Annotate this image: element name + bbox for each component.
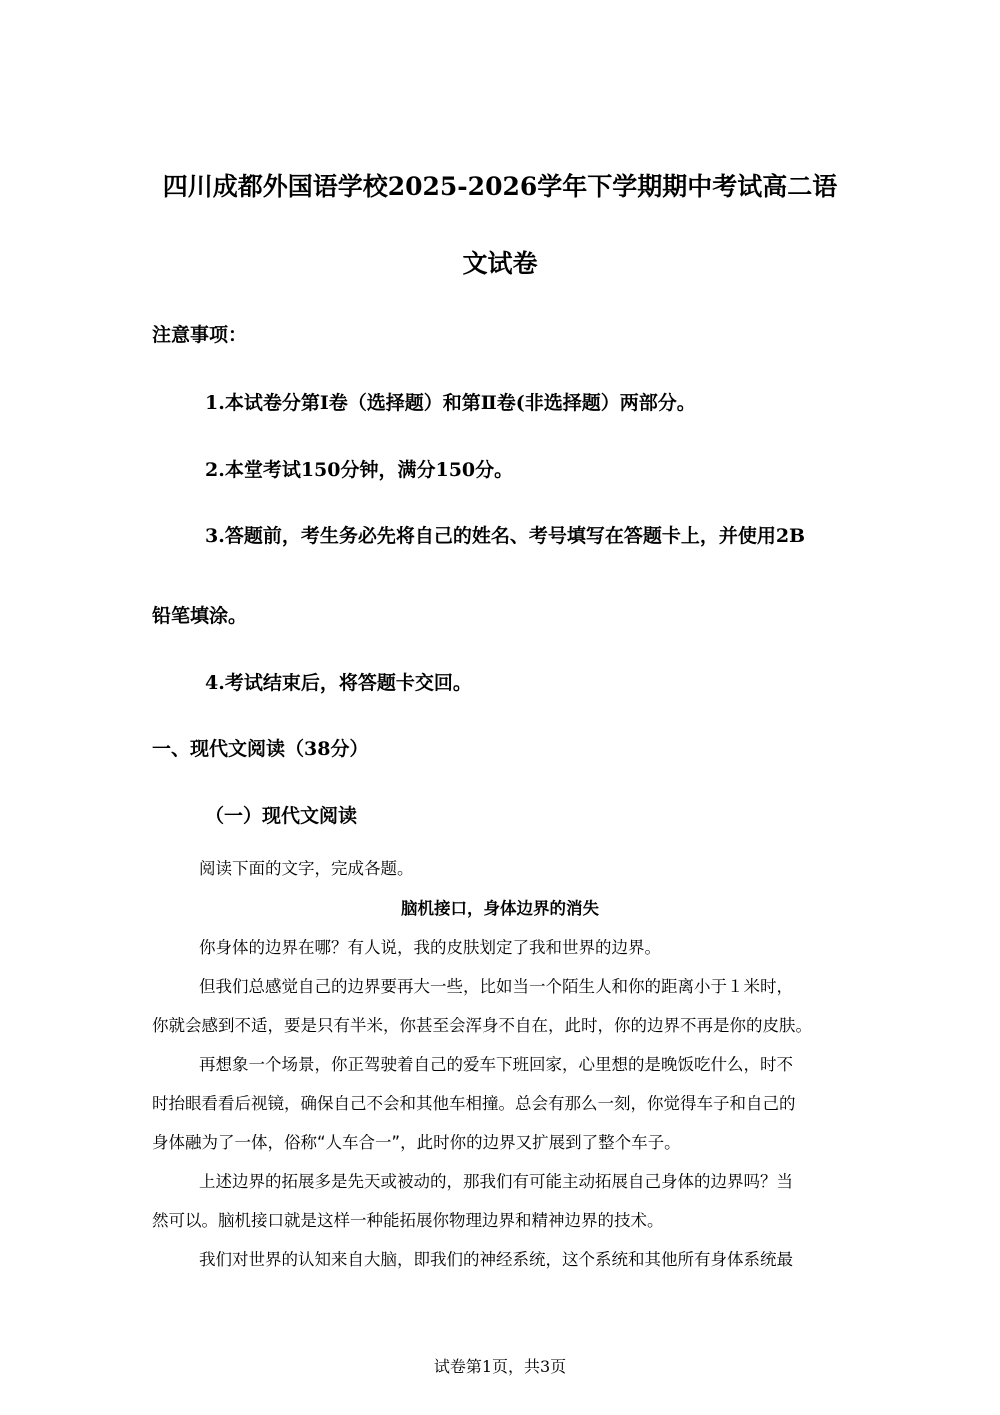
instruction-text: 阅读下面的文字，完成各题。: [199, 859, 414, 878]
exam-title-line1: 四川成都外国语学校2025-2026学年下学期期中考试高二语: [162, 172, 838, 201]
section-heading: 一、现代文阅读（38分）: [152, 738, 369, 760]
paragraph-2-line-1: 但我们总感觉自己的边界要再大一些，比如当一个陌生人和你的距离小于１米时，: [199, 977, 793, 996]
paragraph-3-line-1: 再想象一个场景，你正驾驶着自己的爱车下班回家，心里想的是晚饭吃什么，时不: [199, 1055, 793, 1074]
paragraph-4-line-2: 然可以。脑机接口就是这样一种能拓展你物理边界和精神边界的技术。: [152, 1211, 664, 1230]
notice-item-3: 3.答题前，考生务必先将自己的姓名、考号填写在答题卡上，并使用2B: [205, 525, 806, 547]
paragraph-3-line-2: 时抬眼看看后视镜，确保自己不会和其他车相撞。总会有那么一刻，你觉得车子和自己的: [152, 1094, 796, 1113]
notice-heading: 注意事项：: [152, 324, 248, 346]
paragraph-3-line-3: 身体融为了一体，俗称“人车合一”，此时你的边界又扩展到了整个车子。: [152, 1133, 681, 1152]
section-subheading: （一）现代文阅读: [205, 805, 358, 827]
notice-item-4: 4.考试结束后，将答题卡交回。: [205, 672, 472, 694]
page-footer: 试卷第1页，共3页: [433, 1357, 567, 1376]
exam-title-line2: 文试卷: [462, 249, 538, 278]
paragraph-2-line-2: 你就会感到不适，要是只有半米，你甚至会浑身不自在，此时，你的边界不再是你的皮肤。: [152, 1016, 812, 1035]
notice-item-2: 2.本堂考试150分钟，满分150分。: [205, 459, 514, 481]
notice-item-3-cont: 铅笔填涂。: [152, 605, 248, 627]
paragraph-1: 你身体的边界在哪？有人说，我的皮肤划定了我和世界的边界。: [199, 938, 661, 957]
paragraph-4-line-1: 上述边界的拓展多是先天或被动的，那我们有可能主动拓展自己身体的边界吗？当: [199, 1172, 793, 1191]
paragraph-5-line-1: 我们对世界的认知来自大脑，即我们的神经系统，这个系统和其他所有身体系统最: [199, 1250, 793, 1269]
notice-item-1: 1.本试卷分第Ⅰ卷（选择题）和第Ⅱ卷(非选择题）两部分。: [205, 392, 696, 414]
article-title: 脑机接口，身体边界的消失: [401, 899, 599, 918]
